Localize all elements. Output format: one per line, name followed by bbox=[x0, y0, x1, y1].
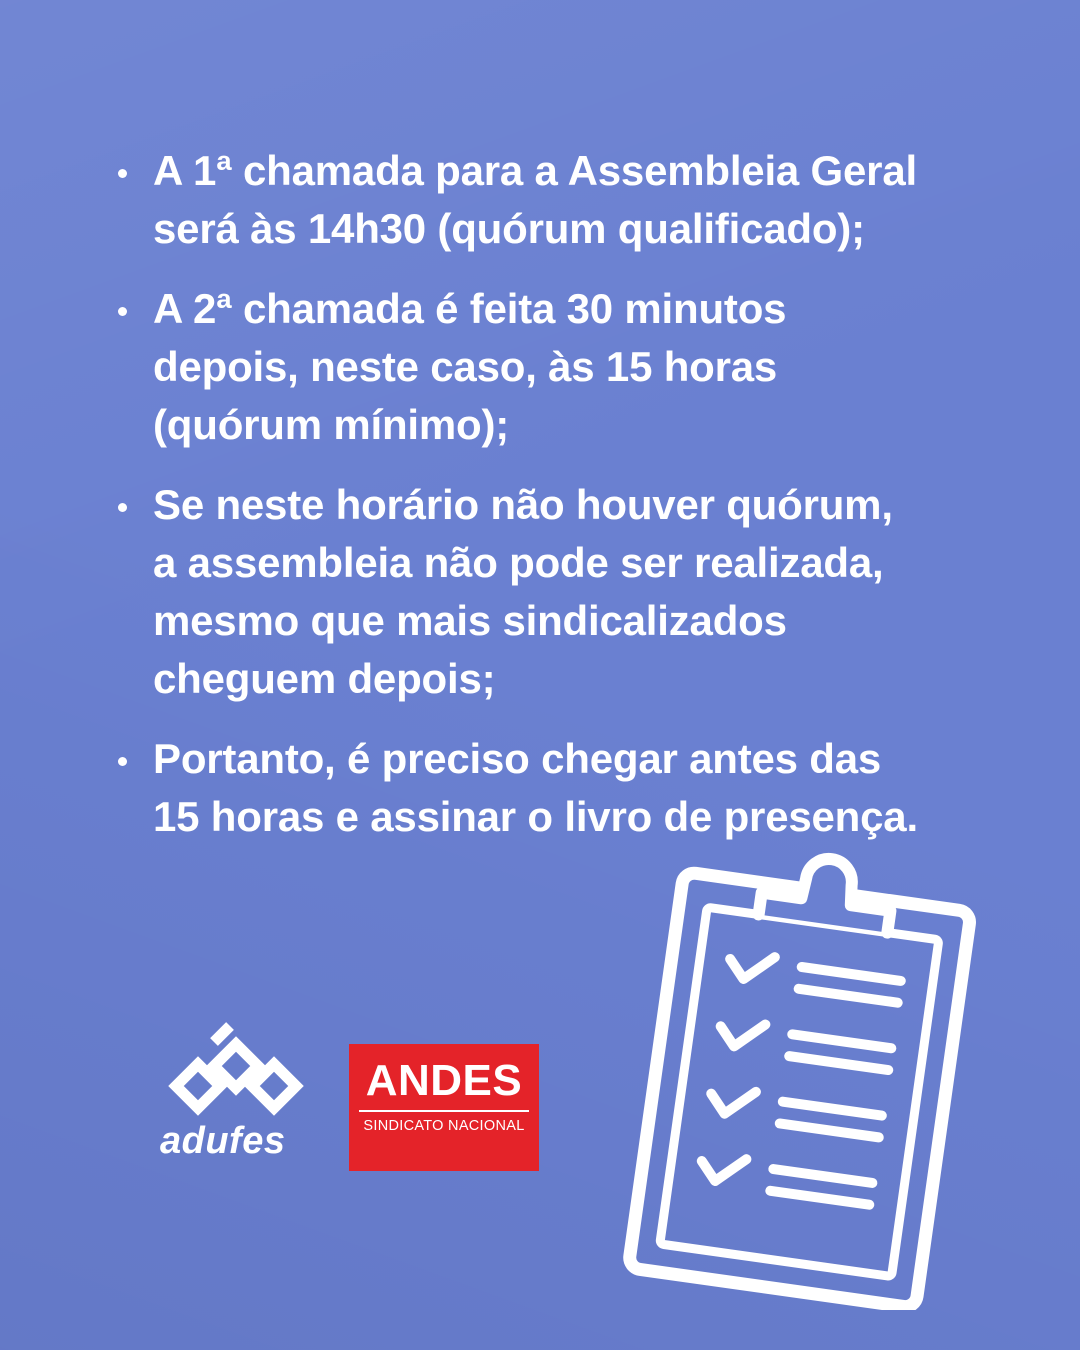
andes-subtitle: SINDICATO NACIONAL bbox=[363, 1118, 525, 1134]
bullet-item bbox=[118, 142, 1018, 258]
bullet-dot-icon bbox=[118, 757, 127, 766]
bullet-text: A 1ª chamada para a Assembleia Geral será às 14h30 (quórum qualificado); bbox=[153, 147, 917, 252]
bullet-list bbox=[118, 142, 1018, 868]
adufes-knot-icon bbox=[166, 1022, 306, 1118]
bullet-dot-icon bbox=[118, 503, 127, 512]
bullet-item bbox=[118, 476, 1018, 708]
bullet-text: Portanto, é preciso chegar antes das 15 horas e assinar o livro de presença. bbox=[153, 735, 918, 840]
adufes-logo bbox=[160, 1022, 310, 1163]
clipboard-checklist-icon bbox=[616, 840, 986, 1310]
bullet-text: Se neste horário não houver quórum, a assembleia não pode ser realizada, mesmo que mais sindicalizados cheguem depois; bbox=[153, 481, 893, 702]
bullet-text: A 2ª chamada é feita 30 minutos depois, neste caso, às 15 horas (quórum mínimo); bbox=[153, 285, 787, 448]
adufes-wordmark: adufes bbox=[160, 1120, 286, 1162]
bullet-item bbox=[118, 280, 1018, 454]
bullet-dot-icon bbox=[118, 169, 127, 178]
andes-divider bbox=[359, 1110, 529, 1112]
andes-title: ANDES bbox=[365, 1056, 523, 1105]
andes-logo bbox=[349, 1044, 539, 1171]
bullet-item bbox=[118, 730, 1018, 846]
bullet-dot-icon bbox=[118, 307, 127, 316]
